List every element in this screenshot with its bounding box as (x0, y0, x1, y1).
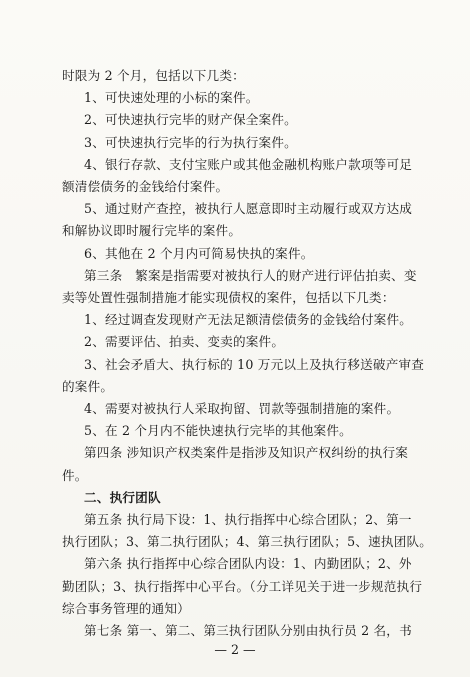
page-number: — 2 — (214, 642, 256, 657)
paragraph-line: 3、社会矛盾大、执行标的 10 万元以上及执行移送破产审查 (84, 356, 425, 372)
text-line: 的案件。 (62, 378, 114, 394)
text-line: 额清偿债务的金钱给付案件。 (62, 179, 229, 194)
paragraph-line: 4、需要对被执行人采取拘留、罚款等强制措施的案件。 (84, 401, 400, 416)
article-six: 第六条 执行指挥中心综合团队内设：1、内勤团队；2、外 (84, 556, 412, 572)
text-line: 时限为 2 个月，包括以下几类： (62, 68, 245, 83)
paragraph-line: 6、其他在 2 个月内可简易快执的案件。 (84, 245, 314, 261)
section-heading: 二、执行团队 (84, 489, 161, 505)
paragraph-line: 3、可快速执行完毕的行为执行案件。 (84, 134, 297, 150)
paragraph-line: 5、在 2 个月内不能快速执行完毕的其他案件。 (84, 423, 352, 439)
paragraph-line: 1、经过调查发现财产无法足额清偿债务的金钱给付案件。 (84, 312, 413, 328)
text-line: 综合事务管理的通知） (62, 600, 190, 616)
article-four: 第四条 涉知识产权类案件是指涉及知识产权纠纷的执行案 (84, 445, 409, 461)
paragraph-line: 5、通过财产查控，被执行人愿意即时主动履行或双方达成 (84, 201, 413, 217)
text-line: 执行团队；3、第二执行团队；4、第三执行团队；5、速执团队。 (62, 534, 433, 550)
article-five: 第五条 执行局下设：1、执行指挥中心综合团队；2、第一 (84, 512, 412, 527)
text-line: 勤团队；3、执行指挥中心平台。（分工详见关于进一步规范执行 (62, 578, 423, 594)
text-line: 和解协议即时履行完毕的案件。 (62, 223, 242, 239)
paragraph-line: 2、需要评估、拍卖、变卖的案件。 (84, 334, 285, 350)
paragraph-line: 1、可快速处理的小标的案件。 (84, 90, 259, 106)
text-line: 卖等处置性强制措施才能实现债权的案件，包括以下几类： (62, 290, 395, 305)
paragraph-line: 2、可快速执行完毕的财产保全案件。 (84, 112, 297, 128)
article-seven: 第七条 第一、第二、第三执行团队分别由执行员 2 名，书 (84, 623, 412, 638)
article-three: 第三条 繁案是指需要对被执行人的财产进行评估拍卖、变 (84, 267, 417, 283)
paragraph-line: 4、银行存款、支付宝账户或其他金融机构账户款项等可足 (84, 156, 413, 172)
text-line: 件。 (62, 467, 88, 483)
